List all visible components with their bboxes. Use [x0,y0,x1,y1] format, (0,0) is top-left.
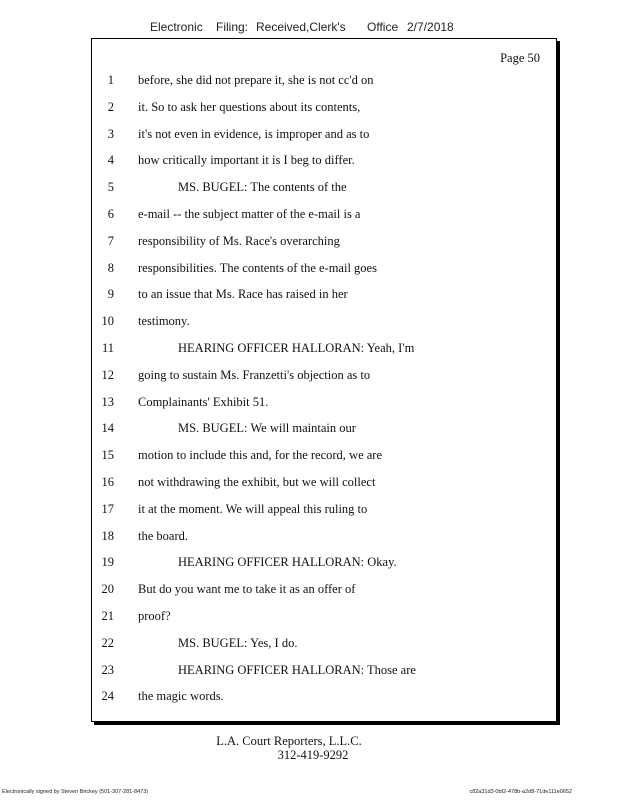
header-office: Office [367,20,399,34]
line-number: 21 [101,609,114,623]
line-text: e-mail -- the subject matter of the e-mail is a [138,207,361,221]
line-number: 15 [101,448,114,463]
transcript-line [92,100,554,118]
line-text: But do you want me to take it as an offer of [138,582,356,597]
transcript-line [92,234,554,252]
line-number: 12 [101,367,114,382]
line-text: Complainants' Exhibit 51. [138,394,269,409]
line-text: proof? [138,609,171,623]
line-number: 8 [107,260,114,275]
line-number: 2 [107,99,114,114]
transcript-line [92,689,554,707]
transcript-line [92,502,554,520]
transcript-line [92,636,554,654]
line-text: MS. BUGEL: The contents of the [178,180,347,195]
transcript-line [92,73,554,91]
line-text: MS. BUGEL: Yes, I do. [178,635,298,650]
header-electronic: Electronic [150,20,203,34]
line-number: 1 [107,73,114,87]
line-number: 5 [107,180,114,195]
transcript-line [92,368,554,386]
transcript-line [92,663,554,681]
transcript-line [92,475,554,493]
line-number: 17 [101,501,114,516]
line-text: it. So to ask her questions about its contents, [138,99,361,114]
line-number: 16 [101,475,114,489]
transcript-line [92,287,554,305]
header-received: Received,Clerk's [256,20,346,34]
transcript-line [92,153,554,171]
court-reporter-name: L.A. Court Reporters, L.L.C. [216,734,362,748]
line-number: 20 [101,582,114,597]
transcript-line [92,609,554,627]
line-text: MS. BUGEL: We will maintain our [178,421,356,436]
line-text: to an issue that Ms. Race has raised in her [138,287,348,302]
line-number: 13 [101,394,114,409]
transcript-line [92,582,554,600]
line-text: going to sustain Ms. Franzetti's objection as to [138,367,371,382]
transcript-line [92,529,554,547]
transcript-line [92,555,554,573]
line-text: how critically important it is I beg to differ. [138,153,355,168]
transcript-line [92,395,554,413]
line-number: 24 [101,689,114,704]
line-text: HEARING OFFICER HALLORAN: Yeah, I'm [178,341,415,355]
line-number: 23 [101,662,114,677]
line-number: 22 [101,635,114,650]
transcript-line [92,207,554,225]
line-text: responsibilities. The contents of the e-mail goes [138,260,377,275]
line-number: 11 [101,341,114,355]
line-text: before, she did not prepare it, she is not cc'd on [138,73,374,87]
line-number: 9 [107,287,114,302]
line-text: HEARING OFFICER HALLORAN: Those are [178,662,416,677]
line-number: 4 [107,153,114,168]
transcript-line [92,421,554,439]
electronic-signature: Electronically signed by Steven Brickey (501-307-281-8473) [2,789,149,795]
transcript-line [92,341,554,359]
transcript-line [92,127,554,145]
line-number: 7 [107,233,114,248]
line-text: the board. [138,528,188,543]
header-filing: Filing: [216,20,249,34]
line-number: 10 [101,314,114,329]
line-text: HEARING OFFICER HALLORAN: Okay. [178,555,397,570]
line-number: 6 [107,207,114,221]
line-text: testimony. [138,314,190,329]
transcript-line [92,261,554,279]
transcript-page [91,38,557,722]
document-hash: c82a31d3-0bf2-478b-a2d8-71de111e0652 [469,789,572,795]
page-number: Page 50 [500,51,540,65]
line-text: not withdrawing the exhibit, but we will collect [138,475,376,489]
transcript-line [92,448,554,466]
header-date: 2/7/2018 [407,20,454,34]
transcript-line [92,180,554,198]
line-number: 3 [107,126,114,141]
filing-stamp-header [0,20,618,36]
transcript-line [92,314,554,332]
line-number: 18 [101,528,114,543]
line-number: 19 [101,555,114,570]
line-text: it at the moment. We will appeal this ruling to [138,501,368,516]
line-number: 14 [101,421,114,436]
court-reporter-phone: 312-419-9292 [277,748,349,762]
line-text: the magic words. [138,689,224,704]
line-text: it's not even in evidence, is improper and as to [138,126,370,141]
line-text: responsibility of Ms. Race's overarching [138,233,340,248]
line-text: motion to include this and, for the record, we are [138,448,383,463]
